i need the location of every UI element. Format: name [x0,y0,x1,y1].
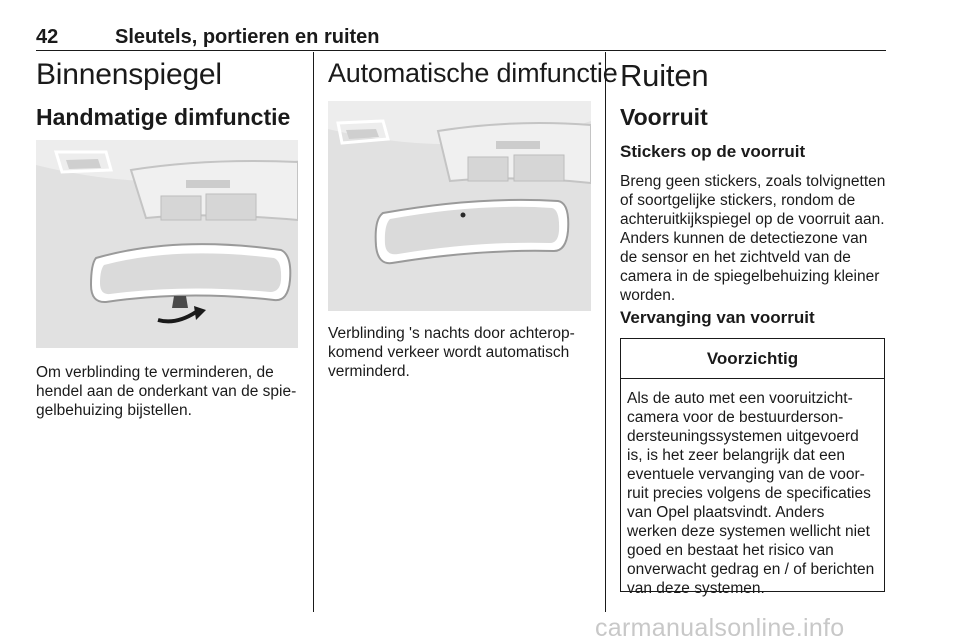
automatic-dim-mirror-figure [328,101,591,311]
column-divider-2 [605,52,606,612]
caution-body-text: Als de auto met een vooruitzichtcamera voor de bestuurdersondersteuningssystemen uitgevoerd is, is het zeer belangrijk dat een eventuele vervanging van de voorruit precies volgens de specificaties van Opel plaatsvindt. Anders werken deze systemen wellicht niet goed en bestaat het risico van onverwacht gedrag en / of berichten van deze systemen. [627,390,875,597]
heading-replacement: Vervanging van voorruit [620,308,815,327]
manual-mirror-illustration [36,140,298,348]
manual-dim-body-text: Om verblinding te verminderen, de hendel aan de onderkant van de spiegelbehuizing bijstellen. [36,364,297,419]
column-divider-1 [313,52,314,612]
page-number: 42 [36,26,59,48]
header-rule [36,50,886,51]
caution-title: Voorzichtig [621,339,884,379]
section-title-automatic-dim: Automatische dimfunctie [328,58,618,88]
site-watermark: carmanualsonline.info [595,614,845,642]
caution-box [620,338,885,597]
section-title-ruiten: Ruiten [620,58,709,93]
section-title-binnenspiegel: Binnenspiegel [36,58,222,91]
subsection-title-manual-dim: Handmatige dimfunctie [36,104,291,130]
stickers-body-text: Breng geen stickers, zoals tolvignetten of soortgelijke stickers, rondom de achteruitkijkspiegel op de voorruit aan. Anders kunnen de detectiezone van de sensor en het zichtveld van de camera in de spiegelbehuizing kleiner worden. [620,173,886,304]
subsection-title-voorruit: Voorruit [620,104,708,130]
running-title: Sleutels, portieren en ruiten [115,26,380,48]
automatic-dim-body-text: Verblinding 's nachts door achteropkomend verkeer wordt automatisch verminderd. [328,325,575,380]
automatic-mirror-illustration [328,101,591,311]
manual-dim-mirror-figure [36,140,298,348]
heading-stickers: Stickers op de voorruit [620,142,806,161]
